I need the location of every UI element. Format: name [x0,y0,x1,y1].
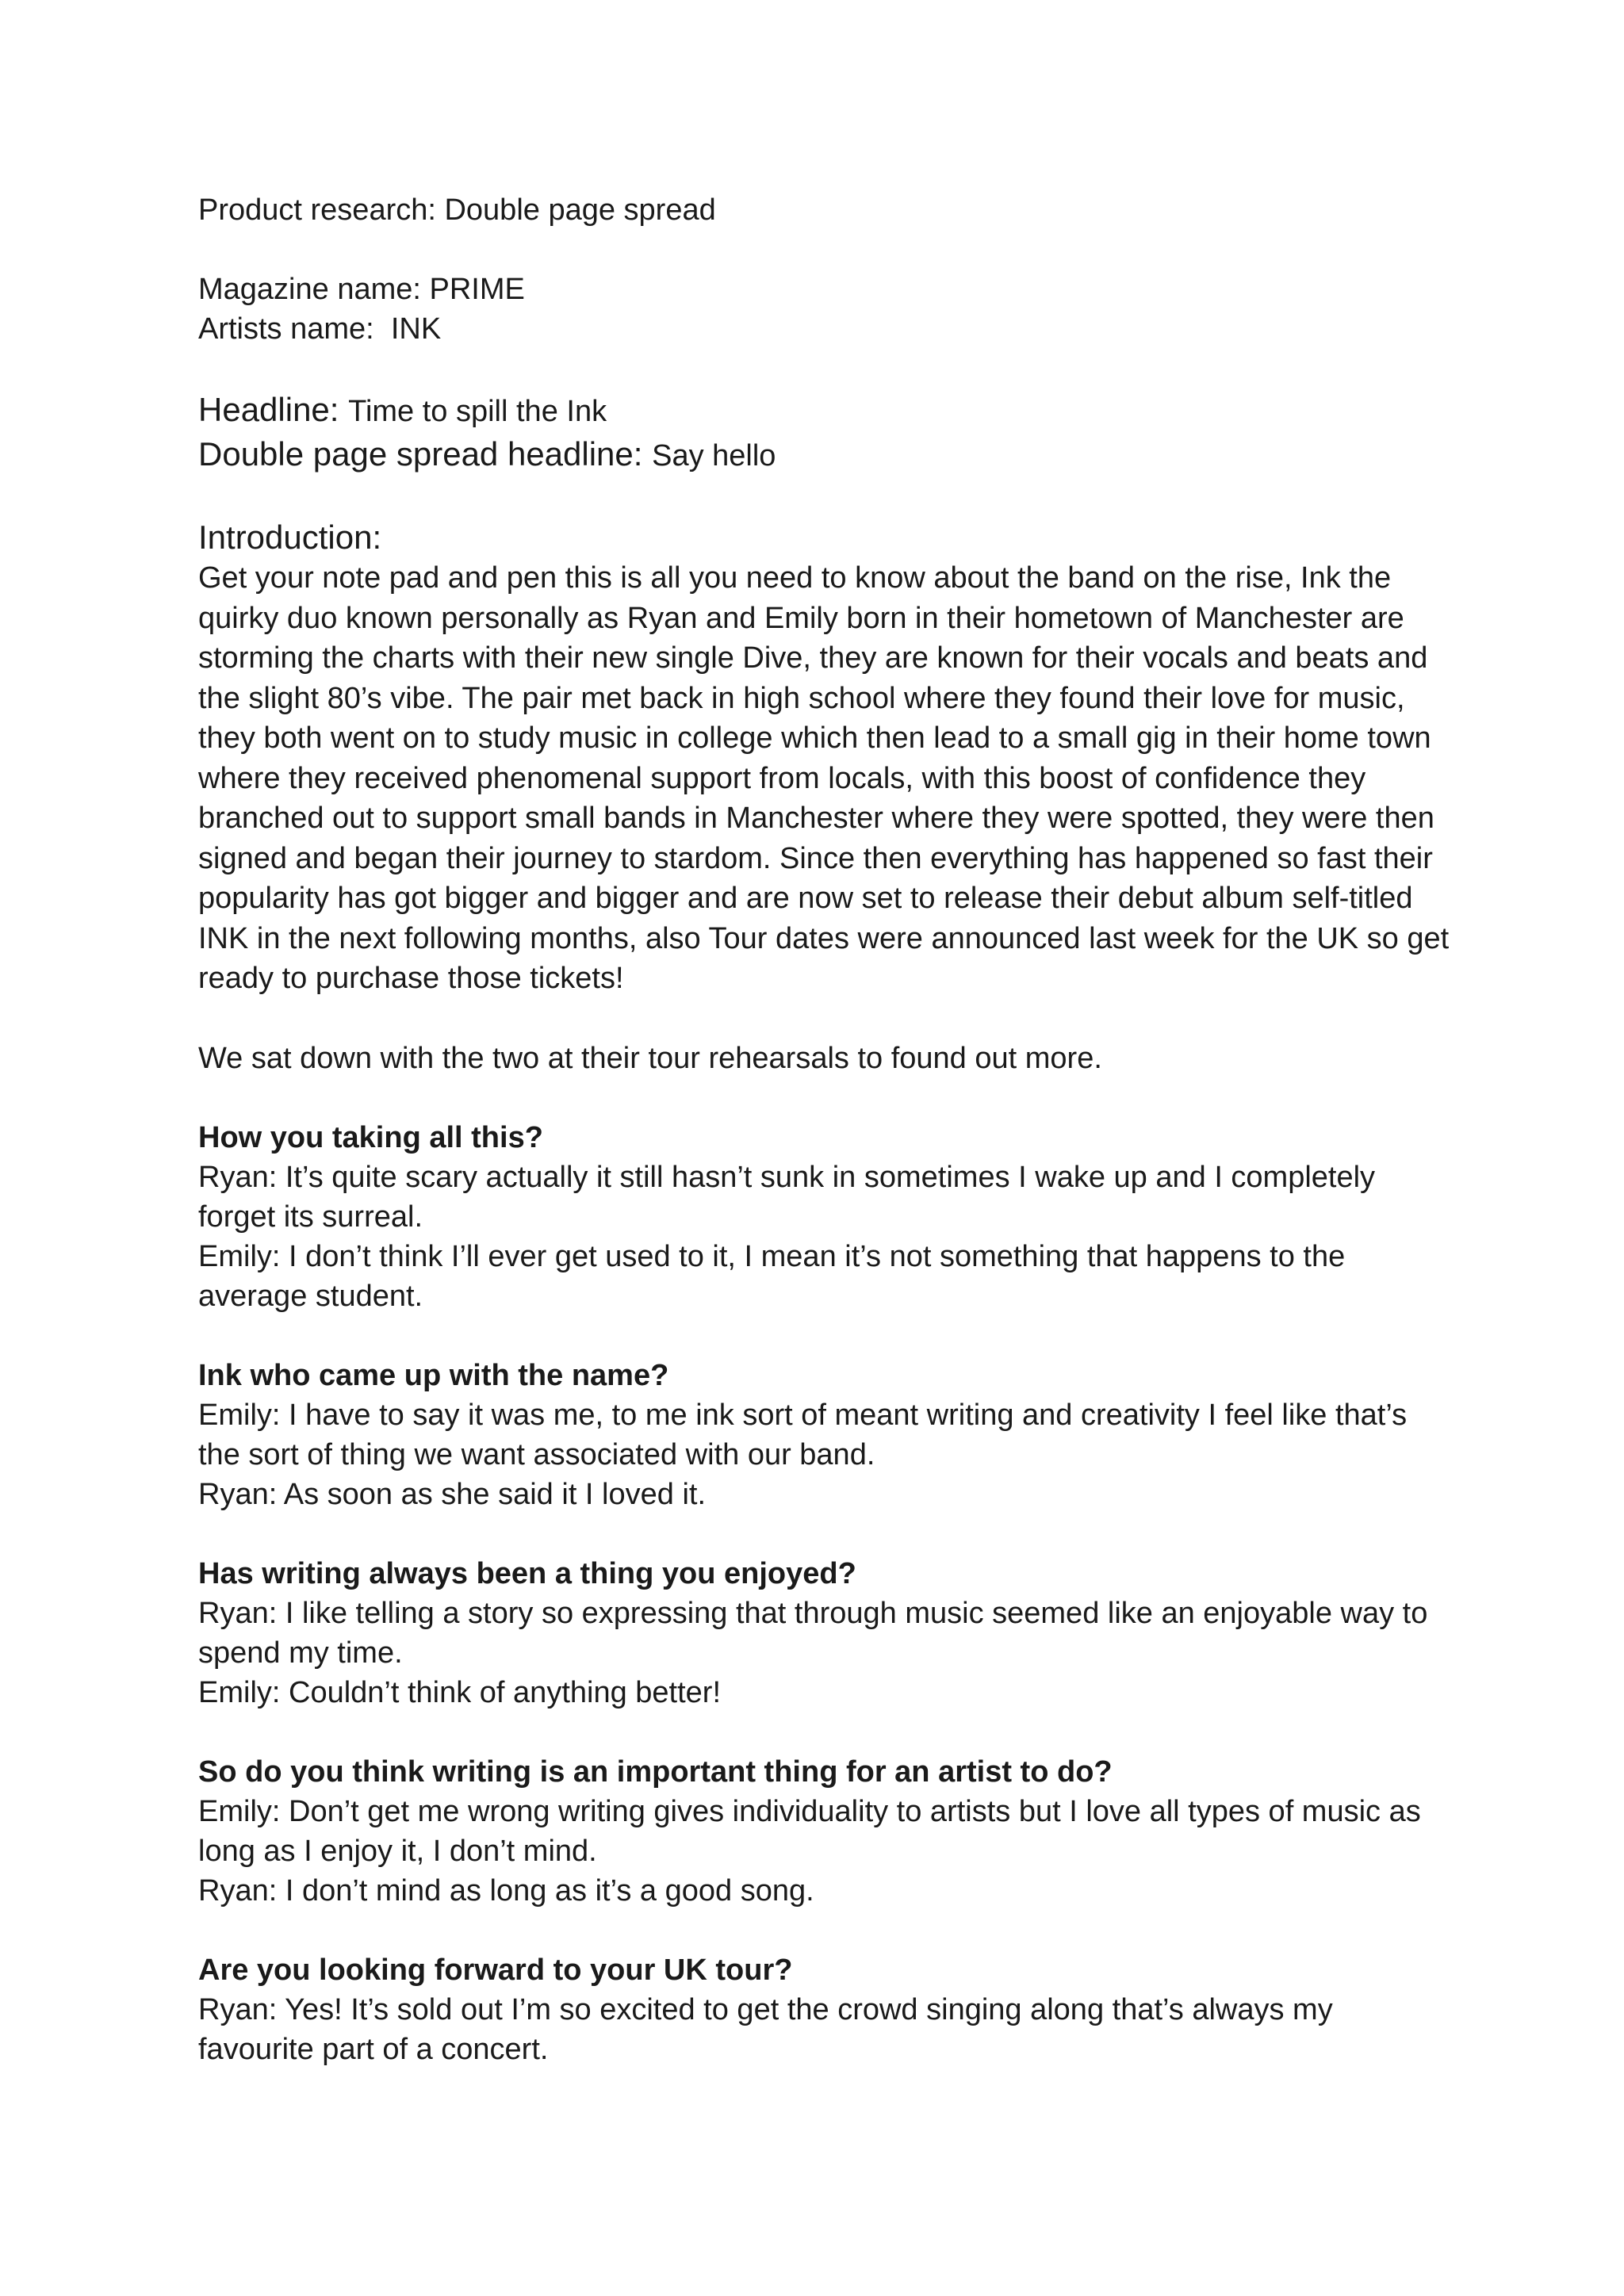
qa-block-5 [198,1950,1451,2069]
introduction-text: Get your note pad and pen this is all you need to know about the band on the rise, Ink the quirky duo known personally as Ryan and Emily born in their hometown of Manchester are storming the charts with their new single Dive, they are known for their vocals and beats and the slight 80’s vibe. The pair met back in high school where they found their love for music, they both went on to study music in college which then lead to a small gig in their home town where they received phenomenal support from locals, with this boost of confidence they branched out to support small bands in Manchester where they were spotted, they were then signed and began their journey to stardom. Since then everything has happened so fast their popularity has got bigger and bigger and are now set to release their debut album self-titled INK in the next following months, also Tour dates were announced last week for the UK so get ready to purchase those tickets! [198,561,1450,995]
dps-headline-line [198,433,1451,477]
qa-block-1 [198,1118,1451,1316]
question: Has writing always been a thing you enjoyed? [198,1556,856,1590]
artist-name-label: Artists name: [198,312,374,346]
artist-name-line [198,309,1451,349]
headline-line [198,388,1451,433]
qa-block-4 [198,1752,1451,1911]
headline-value: Time to spill the Ink [348,395,607,428]
magazine-name-line [198,270,1451,309]
answer: Emily: I don’t think I’ll ever get used to it, I mean it’s not something that happens to the average student. [198,1239,1346,1313]
dps-headline-value: Say hello [652,439,776,473]
question: Are you looking forward to your UK tour? [198,1953,793,1987]
artist-name-value: INK [390,312,442,346]
answer: Ryan: I don’t mind as long as it’s a good song. [198,1873,814,1908]
info-block [198,270,1451,349]
document-page [198,190,1451,2069]
answer: Ryan: I like telling a story so expressing that through music seemed like an enjoyable way to spend my time. [198,1596,1428,1670]
question: Ink who came up with the name? [198,1358,669,1392]
lead-in-text: We sat down with the two at their tour rehearsals to found out more. [198,1041,1102,1075]
headline-label: Headline: [198,391,339,428]
answer: Ryan: As soon as she said it I loved it. [198,1477,707,1511]
answer: Ryan: It’s quite scary actually it still hasn’t sunk in sometimes I wake up and I completely forget its surreal. [198,1160,1376,1234]
document-title: Product research: Double page spread [198,193,716,227]
introduction-block [198,517,1451,999]
question: How you taking all this? [198,1120,543,1154]
answer: Emily: Couldn’t think of anything better! [198,1675,722,1709]
introduction-label: Introduction: [198,519,382,556]
magazine-name-value: PRIME [429,273,525,306]
headline-block [198,388,1451,477]
qa-block-3 [198,1554,1451,1712]
question: So do you think writing is an important thing for an artist to do? [198,1755,1113,1789]
answer: Emily: I have to say it was me, to me ink sort of meant writing and creativity I feel like that’s the sort of thing we want associated with our band. [198,1398,1408,1471]
magazine-name-label: Magazine name: [198,273,421,306]
qa-block-2 [198,1356,1451,1514]
answer: Emily: Don’t get me wrong writing gives individuality to artists but I love all types of music as long as I enjoy it, I don’t mind. [198,1794,1421,1868]
answer: Ryan: Yes! It’s sold out I’m so excited to get the crowd singing along that’s always my favourite part of a concert. [198,1992,1333,2066]
dps-headline-label: Double page spread headline: [198,435,643,473]
